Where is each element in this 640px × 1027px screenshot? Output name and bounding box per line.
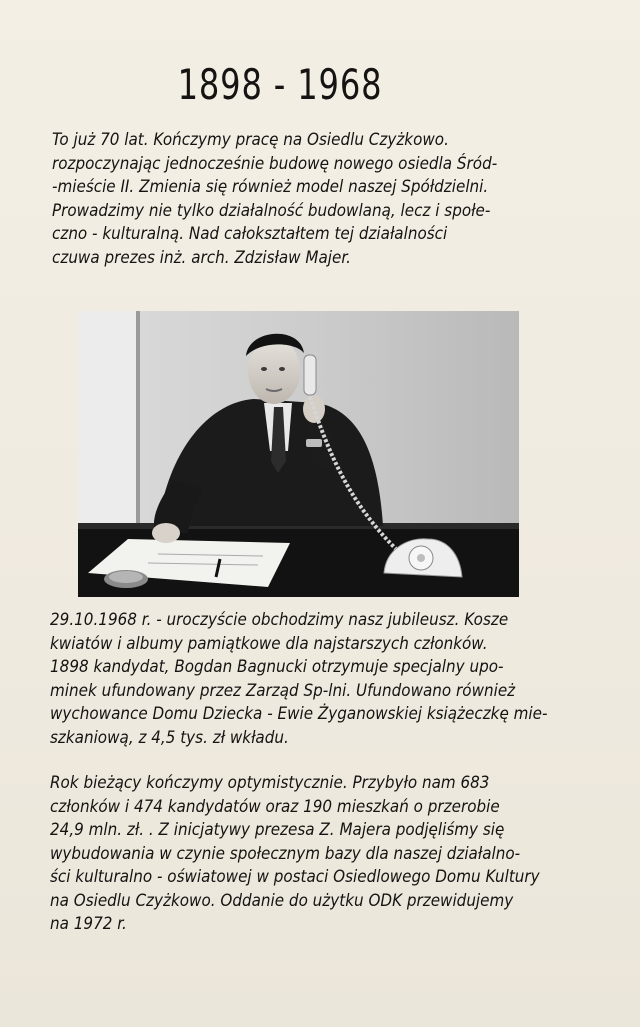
jubilee-paragraph — [50, 608, 547, 749]
summary-paragraph — [50, 771, 540, 936]
man-on-telephone-photo — [78, 311, 519, 597]
summary-line: wybudowania w czynie społecznym bazy dla naszej działalno- — [50, 843, 521, 863]
summary-line: na Osiedlu Czyżkowo. Oddanie do użytku ODK przewidujemy — [50, 890, 514, 910]
intro-line: To już 70 lat. Kończymy pracę na Osiedlu Czyżkowo. — [52, 130, 449, 149]
summary-line: na 1972 r. — [50, 914, 127, 933]
jubilee-line: szkaniową, z 4,5 tys. zł wkładu. — [50, 727, 289, 747]
photo-illustration — [78, 311, 519, 597]
jubilee-line: minek ufundowany przez Zarząd Sp-lni. Ufundowano również — [50, 680, 516, 700]
intro-line: -mieście II. Zmienia się również model naszej Spółdzielni. — [52, 177, 489, 196]
summary-line: Rok bieżący kończymy optymistycznie. Przybyło nam 683 — [50, 773, 490, 792]
page-title: 1898 - 1968 — [177, 60, 383, 110]
jubilee-line: kwiatów i albumy pamiątkowe dla najstarszych członków. — [50, 633, 488, 653]
summary-line: ści kulturalno - oświatowej w postaci Osiedlowego Domu Kultury — [50, 867, 540, 886]
intro-line: czuwa prezes inż. arch. Zdzisław Majer. — [52, 247, 352, 267]
summary-line: 24,9 mln. zł. . Z inicjatywy prezesa Z. Majera podjęliśmy się — [50, 820, 505, 839]
intro-line: Prowadzimy nie tylko działalność budowlaną, lecz i społe- — [52, 200, 491, 220]
jubilee-line: 29.10.1968 r. - uroczyście obchodzimy nasz jubileusz. Kosze — [50, 610, 509, 629]
jubilee-line: 1898 kandydat, Bogdan Bagnucki otrzymuje specjalny upo- — [50, 657, 504, 676]
intro-line: czno - kulturalną. Nad całokształtem tej działalności — [52, 224, 448, 243]
intro-paragraph — [52, 128, 497, 269]
jubilee-line: wychowance Domu Dziecka - Ewie Żyganowskiej książeczkę mie- — [50, 704, 548, 723]
summary-line: członków i 474 kandydatów oraz 190 mieszkań o przerobie — [50, 796, 500, 816]
intro-line: rozpoczynając jednocześnie budowę nowego osiedla Śród- — [52, 153, 498, 173]
